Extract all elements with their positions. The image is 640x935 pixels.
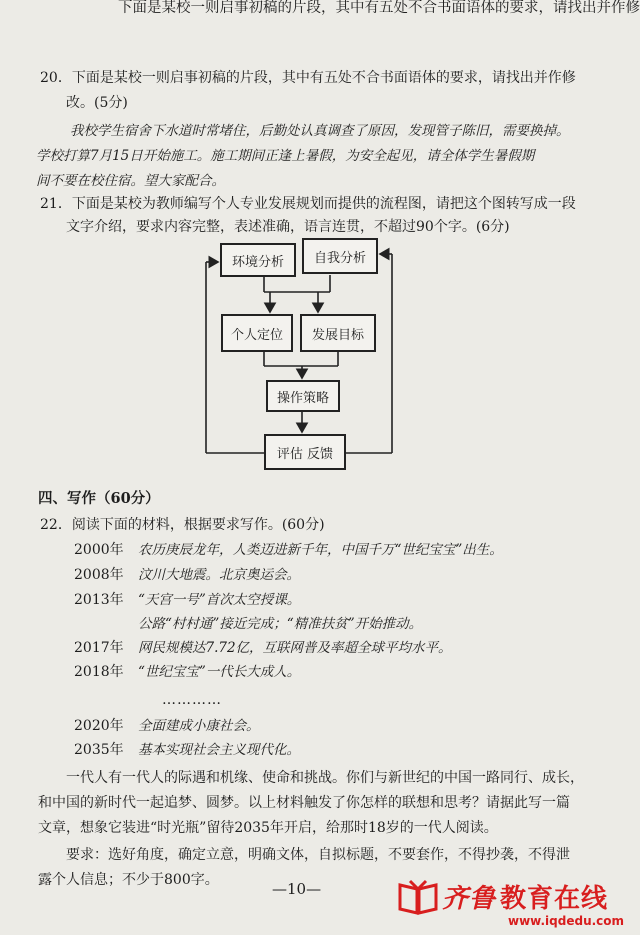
page-number: —10—	[272, 880, 322, 898]
timeline-text: “天宫一号”首次太空授课。	[138, 592, 301, 608]
timeline-text: 公路“村村通”接近完成；“精准扶贫”开始推动。	[138, 616, 423, 632]
q22-requirements-line1: 要求：选好角度，确定立意，明确文体，自拟标题，不要套作，不得抄袭，不得泄	[66, 847, 570, 863]
watermark-brand: 齐鲁	[442, 884, 497, 914]
q20-prompt-line1: 20．下面是某校一则启事初稿的片段，其中有五处不合书面语体的要求，请找出并作修	[40, 70, 576, 86]
header-line: 下面是某校一则启事初稿的片段，其中有五处不合书面语体的要求，请找出并作修	[118, 0, 640, 16]
q20-notice-line1: 我校学生宿舍下水道时常堵住，后勤处认真调查了原因，发现管子陈旧，需要换掉。	[70, 123, 570, 139]
timeline-ellipsis: …………	[162, 692, 222, 708]
timeline-text: 网民规模达7.72亿，互联网普及率超全球平均水平。	[138, 640, 452, 656]
timeline-text: “世纪宝宝”一代长大成人。	[138, 664, 301, 680]
timeline-year: 2000年	[74, 542, 124, 558]
book-logo-icon	[398, 879, 438, 915]
q22-paragraph-line1: 一代人有一代人的际遇和机缘、使命和挑战。你们与新世纪的中国一路同行、成长，	[66, 770, 584, 786]
flow-box-strategy: 操作策略	[266, 380, 340, 412]
timeline-year: 2013年	[74, 592, 124, 608]
timeline-year: 2035年	[74, 742, 124, 758]
watermark-logo	[398, 878, 608, 915]
q20-notice-line3: 间不要在校住宿。望大家配合。	[36, 173, 225, 189]
q20-prompt-line2: 改。(5分)	[66, 95, 128, 111]
timeline-year: 2017年	[74, 640, 124, 656]
q22-prompt: 22．阅读下面的材料，根据要求写作。(60分)	[40, 517, 325, 533]
timeline-year: 2018年	[74, 664, 124, 680]
q20-notice-line2: 学校打算7月15日开始施工。施工期间正逢上暑假，为安全起见，请全体学生暑假期	[36, 148, 535, 164]
flow-box-self: 自我分析	[302, 238, 378, 274]
section-heading: 四、写作（60分）	[38, 490, 160, 507]
flow-box-position: 个人定位	[221, 314, 293, 352]
timeline-text: 基本实现社会主义现代化。	[138, 742, 300, 758]
timeline-year: 2008年	[74, 567, 124, 583]
flow-box-goal: 发展目标	[300, 314, 376, 352]
watermark-url: www.iqdedu.com	[508, 914, 625, 928]
timeline-text: 农历庚辰龙年，人类迈进新千年，中国千万“世纪宝宝”出生。	[138, 542, 503, 558]
watermark-name: 教育在线	[500, 884, 609, 914]
flow-box-feedback: 评估 反馈	[264, 434, 346, 470]
q22-requirements-line2: 露个人信息；不少于800字。	[38, 872, 219, 888]
timeline-year: 2020年	[74, 718, 124, 734]
flow-box-env: 环境分析	[220, 243, 296, 277]
q22-paragraph-line2: 和中国的新时代一起追梦、圆梦。以上材料触发了你怎样的联想和思考？请据此写一篇	[38, 795, 570, 811]
timeline-text: 汶川大地震。北京奥运会。	[138, 567, 300, 583]
timeline-text: 全面建成小康社会。	[138, 718, 260, 734]
q22-paragraph-line3: 文章，想象它装进“时光瓶”留待2035年开启，给那时18岁的一代人阅读。	[38, 820, 498, 836]
q21-prompt-line1: 21．下面是某校为教师编写个人专业发展规划而提供的流程图，请把这个图转写成一段	[40, 196, 576, 212]
q21-prompt-line2: 文字介绍，要求内容完整，表述准确，语言连贯，不超过90个字。(6分)	[66, 219, 510, 235]
